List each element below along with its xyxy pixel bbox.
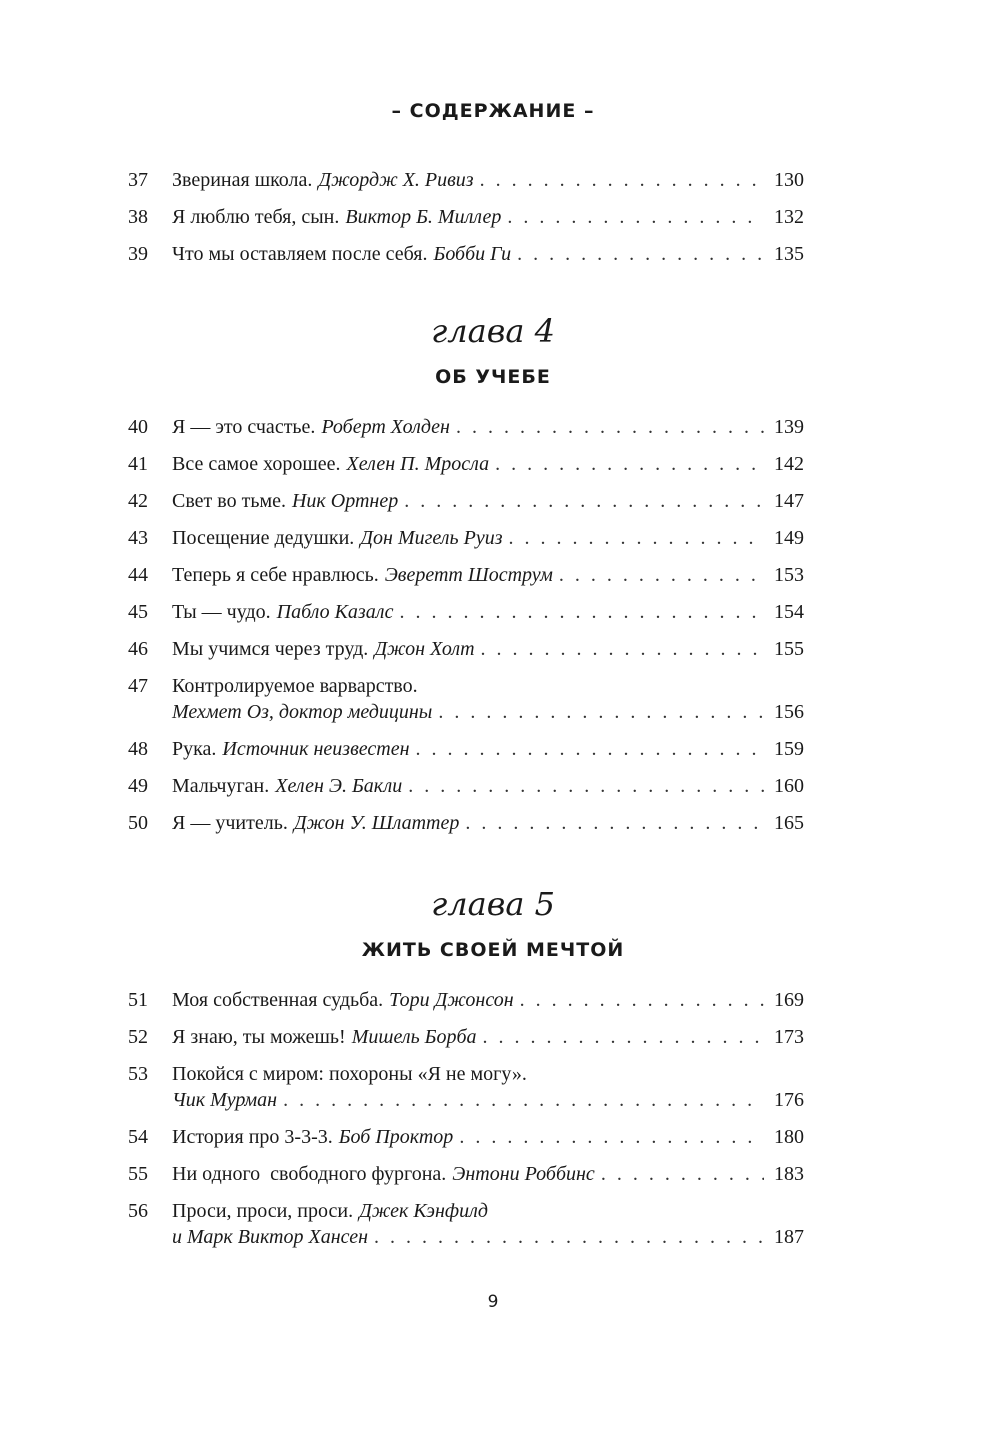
- entry-number: 55: [128, 1163, 148, 1185]
- toc-entry-41: [128, 452, 804, 476]
- leader-dots: [459, 1125, 764, 1149]
- toc-entry-49: [128, 774, 804, 798]
- toc-entry-48: [128, 737, 804, 761]
- entry-number: 42: [128, 490, 148, 512]
- leader-dots: [283, 1088, 764, 1112]
- entry-title: Я люблю тебя, сын.: [172, 206, 340, 228]
- entry-number: 47: [128, 675, 148, 697]
- entry-title: Я знаю, ты можешь!: [172, 1026, 346, 1048]
- toc-entry-45: [128, 600, 804, 624]
- toc-entry-47: [128, 674, 804, 724]
- entry-page: 139: [774, 416, 804, 438]
- entry-page: 173: [774, 1026, 804, 1048]
- entry-title: Рука.: [172, 738, 217, 760]
- entry-author: Ник Ортнер: [291, 490, 399, 512]
- toc-chapter-4: [128, 415, 804, 835]
- leader-dots: [509, 526, 764, 550]
- entry-title: История про 3-3-3.: [172, 1126, 333, 1148]
- entry-title: Ни одного свободного фургона.: [172, 1163, 447, 1185]
- toc-chapter-5: [128, 988, 804, 1249]
- toc-entry-51: [128, 988, 804, 1012]
- toc-entry-37: [128, 168, 804, 192]
- entry-number: 37: [128, 169, 148, 191]
- leader-dots: [507, 205, 764, 229]
- entry-author: Дон Мигель Руиз: [360, 527, 503, 549]
- entry-author: Джон Холт: [374, 638, 475, 660]
- leader-dots: [481, 637, 764, 661]
- entry-title: Свет во тьме.: [172, 490, 286, 512]
- leader-dots: [495, 452, 764, 476]
- leader-dots: [601, 1162, 764, 1186]
- entry-page: 159: [774, 738, 804, 760]
- entry-number: 45: [128, 601, 148, 623]
- leader-dots: [559, 563, 764, 587]
- leader-dots: [374, 1225, 764, 1249]
- entry-page: 160: [774, 775, 804, 797]
- toc-entry-54: [128, 1125, 804, 1149]
- entry-number: 39: [128, 243, 148, 265]
- toc-entry-53: [128, 1062, 804, 1112]
- entry-page: 180: [774, 1126, 804, 1148]
- entry-number: 51: [128, 989, 148, 1011]
- toc-entry-46: [128, 637, 804, 661]
- entry-author: Мехмет Оз, доктор медицины: [172, 701, 433, 723]
- chapter-5-label: глава 5: [431, 885, 555, 923]
- leader-dots: [438, 700, 764, 724]
- entry-page: 153: [774, 564, 804, 586]
- entry-author: Хелен Э. Бакли: [275, 775, 403, 797]
- entry-number: 54: [128, 1126, 148, 1148]
- entry-number: 52: [128, 1026, 148, 1048]
- entry-author: Хелен П. Мросла: [346, 453, 490, 475]
- entry-title: Звериная школа.: [172, 169, 313, 191]
- entry-title: Контролируемое варварство.: [172, 675, 418, 697]
- chapter-4-title: ОБ УЧЕБЕ: [435, 366, 551, 388]
- entry-number: 43: [128, 527, 148, 549]
- entry-author: Боб Проктор: [338, 1126, 454, 1148]
- entry-page: 183: [774, 1163, 804, 1185]
- entry-page: 155: [774, 638, 804, 660]
- leader-dots: [404, 489, 764, 513]
- entry-number: 40: [128, 416, 148, 438]
- toc-entry-43: [128, 526, 804, 550]
- entry-page: 165: [774, 812, 804, 834]
- toc-entry-56: [128, 1199, 804, 1249]
- leader-dots: [483, 1025, 764, 1049]
- entry-author: Роберт Холден: [321, 416, 450, 438]
- entry-number: 53: [128, 1063, 148, 1085]
- entry-number: 50: [128, 812, 148, 834]
- entry-page: 154: [774, 601, 804, 623]
- entry-author: Энтони Роббинс: [452, 1163, 595, 1185]
- entry-number: 38: [128, 206, 148, 228]
- toc-entry-44: [128, 563, 804, 587]
- toc-entry-39: [128, 242, 804, 266]
- entry-author: Эверетт Шострум: [384, 564, 553, 586]
- entry-title: Мальчуган.: [172, 775, 270, 797]
- entry-author: Виктор Б. Миллер: [345, 206, 502, 228]
- entry-title: Все самое хорошее.: [172, 453, 341, 475]
- leader-dots: [465, 811, 764, 835]
- entry-number: 41: [128, 453, 148, 475]
- entry-author: Джек Кэнфилд: [359, 1200, 488, 1222]
- leader-dots: [517, 242, 764, 266]
- entry-author: Мишель Борба: [351, 1026, 477, 1048]
- chapter-4-label: глава 4: [431, 312, 555, 350]
- leader-dots: [416, 737, 764, 761]
- entry-author: Источник неизвестен: [222, 738, 410, 760]
- entry-page: 156: [774, 701, 804, 723]
- entry-number: 49: [128, 775, 148, 797]
- leader-dots: [408, 774, 764, 798]
- entry-page: 149: [774, 527, 804, 549]
- entry-author: Бобби Ги: [433, 243, 512, 265]
- entry-title: Мы учимся через труд.: [172, 638, 369, 660]
- toc-entry-55: [128, 1162, 804, 1186]
- running-head: – СОДЕРЖАНИЕ –: [391, 100, 595, 122]
- entry-number: 56: [128, 1200, 148, 1222]
- entry-page: 135: [774, 243, 804, 265]
- entry-title: Проси, проси, проси.: [172, 1200, 354, 1222]
- entry-title: Я — это счастье.: [172, 416, 316, 438]
- entry-title: Покойся с миром: похороны «Я не могу».: [172, 1063, 527, 1085]
- entry-title: Моя собственная судьба.: [172, 989, 384, 1011]
- chapter-5-title: ЖИТЬ СВОЕЙ МЕЧТОЙ: [361, 939, 625, 961]
- toc-entry-40: [128, 415, 804, 439]
- leader-dots: [400, 600, 764, 624]
- entry-author-continued: и Марк Виктор Хансен: [172, 1226, 369, 1248]
- entry-page: 142: [774, 453, 804, 475]
- entry-page: 132: [774, 206, 804, 228]
- entry-title: Теперь я себе нравлюсь.: [172, 564, 379, 586]
- entry-page: 147: [774, 490, 804, 512]
- leader-dots: [456, 415, 764, 439]
- entry-author: Джордж Х. Ривиз: [318, 169, 474, 191]
- entry-page: 187: [774, 1226, 804, 1248]
- toc-section-continued: [128, 168, 804, 266]
- entry-title: Ты — чудо.: [172, 601, 271, 623]
- entry-author: Тори Джонсон: [389, 989, 514, 1011]
- toc-entry-50: [128, 811, 804, 835]
- entry-number: 44: [128, 564, 148, 586]
- entry-title: Я — учитель.: [172, 812, 288, 834]
- entry-page: 130: [774, 169, 804, 191]
- entry-number: 48: [128, 738, 148, 760]
- entry-title: Посещение дедушки.: [172, 527, 355, 549]
- entry-title: Что мы оставляем после себя.: [172, 243, 428, 265]
- entry-number: 46: [128, 638, 148, 660]
- toc-entry-38: [128, 205, 804, 229]
- entry-page: 176: [774, 1089, 804, 1111]
- entry-page: 169: [774, 989, 804, 1011]
- entry-author: Чик Мурман: [172, 1089, 278, 1111]
- leader-dots: [480, 168, 764, 192]
- leader-dots: [520, 988, 764, 1012]
- entry-author: Пабло Казалс: [276, 601, 394, 623]
- page-number: 9: [487, 1292, 499, 1312]
- entry-author: Джон У. Шлаттер: [293, 812, 460, 834]
- toc-entry-52: [128, 1025, 804, 1049]
- toc-entry-42: [128, 489, 804, 513]
